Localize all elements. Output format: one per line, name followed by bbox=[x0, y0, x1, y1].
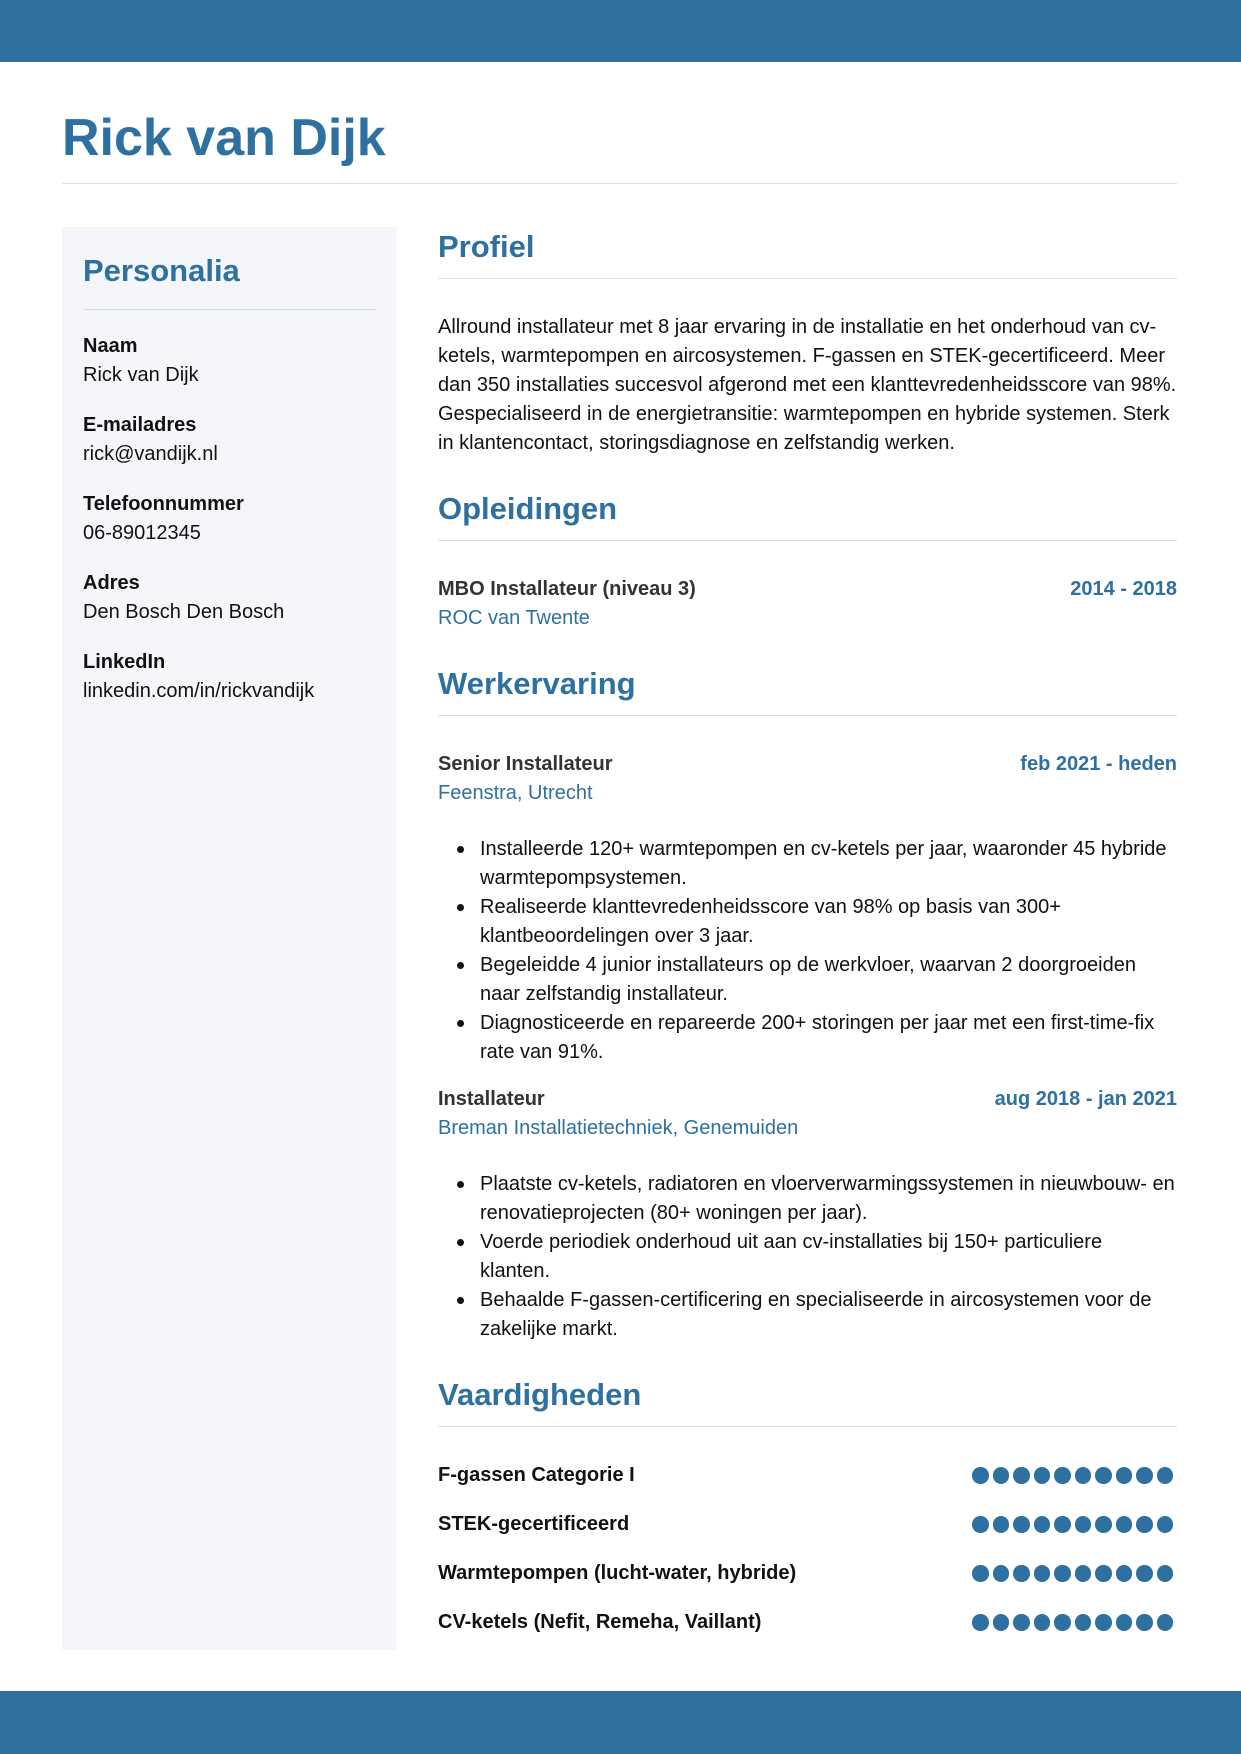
profile-text: Allround installateur met 8 jaar ervaring in de installatie en het onderhoud van cv-ketels, warmtepompen en aircosystemen. F-gassen en STEK-gecertificeerd. Meer dan 350 installaties succesvol afgerond met een klanttevredenheidsscore van 98%. Gespecialiseerd in de energietransitie: warmtepompen en hybride systemen. Sterk in klantencontact, storingsdiagnose en zelfstandig werken. bbox=[438, 316, 1177, 454]
rating-dot bbox=[1075, 1614, 1092, 1631]
section-title: Opleidingen bbox=[438, 491, 618, 526]
rating-dot bbox=[1034, 1516, 1051, 1533]
list-item: Begeleidde 4 junior installateurs op de werkvloer, waarvan 2 doorgroeiden naar zelfstandig installateur. bbox=[438, 951, 1177, 1009]
skill-row bbox=[438, 1608, 1177, 1637]
rating-dot bbox=[993, 1467, 1010, 1484]
top-banner bbox=[0, 0, 1241, 62]
section-title: Werkervaring bbox=[438, 666, 636, 701]
education-section bbox=[438, 489, 1177, 633]
list-item: Plaatste cv-ketels, radiatoren en vloerverwarmingssystemen in nieuwbouw- en renovatieprojecten (80+ woningen per jaar). bbox=[438, 1170, 1177, 1228]
rating-dot bbox=[1013, 1565, 1030, 1582]
sidebar-divider bbox=[83, 309, 376, 310]
rating-dot bbox=[1034, 1467, 1051, 1484]
personal-details-sidebar bbox=[62, 227, 397, 1650]
rating-dot bbox=[1095, 1467, 1112, 1484]
rating-dot bbox=[1136, 1565, 1153, 1582]
field-name bbox=[83, 332, 376, 390]
experience-entry bbox=[438, 1085, 1177, 1344]
skill-rating bbox=[972, 1467, 1173, 1484]
rating-dot bbox=[1116, 1614, 1133, 1631]
skill-name: Warmtepompen (lucht-water, hybride) bbox=[438, 1562, 797, 1584]
skill-rating bbox=[972, 1516, 1173, 1533]
rating-dot bbox=[1157, 1614, 1174, 1631]
rating-dot bbox=[1013, 1614, 1030, 1631]
school-name: ROC van Twente bbox=[438, 607, 590, 629]
bottom-banner bbox=[0, 1691, 1241, 1754]
list-item: Installeerde 120+ warmtepompen en cv-ketels per jaar, waaronder 45 hybride warmtepompsystemen. bbox=[438, 835, 1177, 893]
company-name: Feenstra, Utrecht bbox=[438, 782, 593, 804]
field-email bbox=[83, 411, 376, 469]
field-label: Naam bbox=[83, 335, 138, 357]
experience-entry bbox=[438, 750, 1177, 1067]
skill-name: F-gassen Categorie I bbox=[438, 1464, 635, 1486]
rating-dot bbox=[1075, 1467, 1092, 1484]
rating-dot bbox=[1013, 1516, 1030, 1533]
rating-dot bbox=[972, 1516, 989, 1533]
rating-dot bbox=[1136, 1614, 1153, 1631]
section-divider bbox=[438, 278, 1177, 279]
rating-dot bbox=[1054, 1516, 1071, 1533]
rating-dot bbox=[1116, 1467, 1133, 1484]
rating-dot bbox=[1157, 1516, 1174, 1533]
rating-dot bbox=[1116, 1565, 1133, 1582]
degree-title: MBO Installateur (niveau 3) bbox=[438, 578, 696, 600]
profile-section bbox=[438, 227, 1177, 458]
rating-dot bbox=[1095, 1614, 1112, 1631]
rating-dot bbox=[1034, 1614, 1051, 1631]
achievement-list bbox=[438, 1170, 1177, 1344]
skills-section bbox=[438, 1375, 1177, 1637]
rating-dot bbox=[1095, 1516, 1112, 1533]
company-name: Breman Installatietechniek, Genemuiden bbox=[438, 1117, 799, 1139]
skill-row bbox=[438, 1461, 1177, 1490]
field-label: LinkedIn bbox=[83, 651, 166, 673]
job-dates: feb 2021 - heden bbox=[1020, 753, 1177, 775]
education-dates: 2014 - 2018 bbox=[1070, 578, 1177, 600]
rating-dot bbox=[1136, 1467, 1153, 1484]
rating-dot bbox=[1075, 1565, 1092, 1582]
field-label: Adres bbox=[83, 572, 140, 594]
entry-header bbox=[438, 750, 1177, 779]
section-title: Vaardigheden bbox=[438, 1377, 642, 1412]
experience-section bbox=[438, 664, 1177, 1344]
rating-dot bbox=[972, 1614, 989, 1631]
achievement-list bbox=[438, 835, 1177, 1067]
list-item: Realiseerde klanttevredenheidsscore van 98% op basis van 300+ klantbeoordelingen over 3 jaar. bbox=[438, 893, 1177, 951]
field-label: E-mailadres bbox=[83, 414, 197, 436]
name-divider bbox=[62, 183, 1177, 184]
rating-dot bbox=[1034, 1565, 1051, 1582]
list-item: Voerde periodiek onderhoud uit aan cv-installaties bij 150+ particuliere klanten. bbox=[438, 1228, 1177, 1286]
skill-row bbox=[438, 1510, 1177, 1539]
skill-rating bbox=[972, 1565, 1173, 1582]
job-dates: aug 2018 - jan 2021 bbox=[994, 1088, 1177, 1110]
field-value: Rick van Dijk bbox=[83, 364, 199, 386]
main-content bbox=[438, 227, 1177, 1668]
list-item: Behaalde F-gassen-certificering en specialiseerde in aircosystemen voor de zakelijke markt. bbox=[438, 1286, 1177, 1344]
rating-dot bbox=[1054, 1565, 1071, 1582]
rating-dot bbox=[972, 1467, 989, 1484]
rating-dot bbox=[1095, 1565, 1112, 1582]
rating-dot bbox=[1054, 1467, 1071, 1484]
rating-dot bbox=[993, 1516, 1010, 1533]
rating-dot bbox=[1075, 1516, 1092, 1533]
rating-dot bbox=[1116, 1516, 1133, 1533]
entry-header bbox=[438, 575, 1177, 604]
rating-dot bbox=[993, 1614, 1010, 1631]
rating-dot bbox=[1054, 1614, 1071, 1631]
field-value: rick@vandijk.nl bbox=[83, 443, 218, 465]
section-divider bbox=[438, 540, 1177, 541]
candidate-name: Rick van Dijk bbox=[62, 109, 386, 167]
field-linkedin bbox=[83, 648, 376, 706]
list-item: Diagnosticeerde en repareerde 200+ storingen per jaar met een first-time-fix rate van 91%. bbox=[438, 1009, 1177, 1067]
job-title: Installateur bbox=[438, 1088, 545, 1110]
skill-row bbox=[438, 1559, 1177, 1588]
field-value: 06-89012345 bbox=[83, 522, 201, 544]
sidebar-title: Personalia bbox=[83, 253, 240, 288]
rating-dot bbox=[1136, 1516, 1153, 1533]
section-divider bbox=[438, 715, 1177, 716]
field-value: Den Bosch Den Bosch bbox=[83, 601, 285, 623]
section-divider bbox=[438, 1426, 1177, 1427]
field-value: linkedin.com/in/rickvandijk bbox=[83, 680, 315, 702]
entry-header bbox=[438, 1085, 1177, 1114]
rating-dot bbox=[1157, 1565, 1174, 1582]
skill-rating bbox=[972, 1614, 1173, 1631]
rating-dot bbox=[1013, 1467, 1030, 1484]
rating-dot bbox=[1157, 1467, 1174, 1484]
field-address bbox=[83, 569, 376, 627]
skill-name: CV-ketels (Nefit, Remeha, Vaillant) bbox=[438, 1611, 762, 1633]
field-label: Telefoonnummer bbox=[83, 493, 244, 515]
education-entry bbox=[438, 575, 1177, 633]
field-phone bbox=[83, 490, 376, 548]
job-title: Senior Installateur bbox=[438, 753, 613, 775]
skill-name: STEK-gecertificeerd bbox=[438, 1513, 630, 1535]
section-title: Profiel bbox=[438, 229, 535, 264]
rating-dot bbox=[993, 1565, 1010, 1582]
rating-dot bbox=[972, 1565, 989, 1582]
